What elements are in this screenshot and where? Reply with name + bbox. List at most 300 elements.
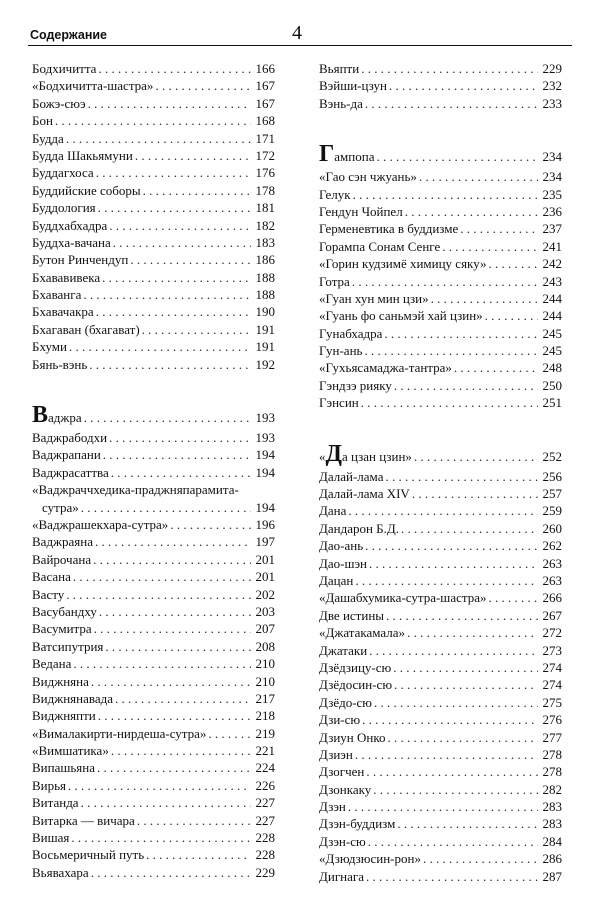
toc-entry <box>319 798 562 815</box>
leader-dots <box>81 794 251 811</box>
entry-page: 224 <box>255 760 275 776</box>
toc-entry <box>319 325 562 342</box>
leader-dots <box>373 781 538 798</box>
entry-title: Дзиэн <box>319 746 353 762</box>
entry-title: Дигнага <box>319 868 364 884</box>
letter-initial: Д <box>325 440 343 467</box>
toc-entry <box>32 777 275 794</box>
toc-entry <box>319 624 562 641</box>
toc-entry <box>319 203 562 220</box>
entry-page: 263 <box>542 572 562 588</box>
entry-page: 197 <box>255 534 275 550</box>
toc-entry <box>319 168 562 185</box>
entry-page: 234 <box>542 149 562 165</box>
entry-title: Васумитра <box>32 621 92 637</box>
toc-entry <box>319 659 562 676</box>
leader-dots <box>96 164 251 181</box>
entry-title: «Бодхичитта-шастра» <box>32 78 154 94</box>
entry-page: 229 <box>255 864 275 880</box>
entry-title: Вирья <box>32 777 67 793</box>
toc-entry <box>32 638 275 655</box>
toc-entry <box>32 234 275 251</box>
entry-title: Вэнь-да <box>319 95 363 111</box>
entry-page: 263 <box>542 555 562 571</box>
entry-title: «Горин кудзимё химицу сяку» <box>319 256 487 272</box>
entry-title: Буддха-вачана <box>32 234 111 250</box>
leader-dots <box>348 502 538 519</box>
toc-entry <box>32 182 275 199</box>
entry-title: Бхагаван (бхагават) <box>32 321 140 337</box>
entry-title: Буддийские соборы <box>32 182 141 198</box>
entry-page: 228 <box>255 847 275 863</box>
toc-entry <box>319 255 562 272</box>
entry-page: 188 <box>255 269 275 285</box>
entry-title: Ваджрабодхи <box>32 430 108 446</box>
entry-page: 267 <box>542 607 562 623</box>
entry-page: 244 <box>542 308 562 324</box>
leader-dots <box>364 342 538 359</box>
leader-dots <box>365 95 538 112</box>
entry-page: 266 <box>542 590 562 606</box>
leader-dots <box>55 112 251 129</box>
toc-entry <box>32 568 275 585</box>
entry-title: Джатаки <box>319 642 368 658</box>
entry-title: «Вимшатика» <box>32 743 109 759</box>
leader-dots <box>405 203 538 220</box>
leader-dots <box>81 499 251 516</box>
toc-entry <box>32 516 275 533</box>
entry-title: Вэйши-цзун <box>319 78 387 94</box>
leader-dots <box>113 234 251 251</box>
entry-page: 201 <box>255 551 275 567</box>
page-header <box>28 22 572 46</box>
entry-title: Вайрочана <box>32 551 92 567</box>
entry-page: 273 <box>542 642 562 658</box>
entry-page: 183 <box>255 234 275 250</box>
leader-dots <box>361 394 538 411</box>
entry-title: Дзонкаку <box>319 781 372 797</box>
toc-entry <box>32 402 275 429</box>
toc-entry <box>319 815 562 832</box>
leader-dots <box>102 269 251 286</box>
entry-title: аджра <box>48 410 82 426</box>
entry-page: 181 <box>255 200 275 216</box>
entry-page: 228 <box>255 830 275 846</box>
header-rule <box>28 45 572 46</box>
toc-entry <box>319 290 562 307</box>
leader-dots <box>414 446 538 468</box>
entry-page: 166 <box>255 61 275 76</box>
entry-page: 237 <box>542 221 562 237</box>
toc-entry <box>319 220 562 237</box>
toc-entry <box>32 199 275 216</box>
entry-page: 274 <box>542 659 562 675</box>
toc-entry <box>319 520 562 537</box>
entry-title: Гэнсин <box>319 395 359 411</box>
leader-dots <box>412 485 538 502</box>
toc-entry <box>319 77 562 94</box>
entry-page: 167 <box>255 95 275 111</box>
toc-entry <box>32 251 275 268</box>
toc-entry <box>32 551 275 568</box>
leader-dots <box>109 429 251 446</box>
leader-dots <box>489 255 538 272</box>
leader-dots <box>353 186 538 203</box>
entry-page: 262 <box>542 538 562 554</box>
toc-entry <box>319 342 562 359</box>
entry-page: 245 <box>542 325 562 341</box>
leader-dots <box>143 182 251 199</box>
toc-entry <box>319 868 562 885</box>
entry-title: Восьмеричный путь <box>32 847 145 863</box>
toc-entry <box>319 273 562 290</box>
entry-page: 218 <box>255 708 275 724</box>
toc-entry <box>319 781 562 798</box>
leader-dots <box>135 147 251 164</box>
entry-page: 272 <box>542 625 562 641</box>
entry-title: Витанда <box>32 795 79 811</box>
entry-title: Вишая <box>32 830 70 846</box>
entry-page: 210 <box>255 656 275 672</box>
entry-page: 257 <box>542 486 562 502</box>
toc-entry <box>319 537 562 554</box>
leader-dots <box>84 407 251 429</box>
entry-title: Дзёдзицу-сю <box>319 659 392 675</box>
entry-title: Дао-шэн <box>319 555 368 571</box>
leader-dots <box>170 516 251 533</box>
entry-title: Дзэн <box>319 799 346 815</box>
letter-initial: Г <box>319 141 335 168</box>
toc-entry <box>319 833 562 850</box>
toc-group-g <box>319 168 562 411</box>
toc-entry <box>32 864 275 881</box>
leader-dots <box>355 746 538 763</box>
toc-entry <box>32 464 275 481</box>
toc-entry <box>319 555 562 572</box>
entry-title: Буддагхоса <box>32 165 94 181</box>
entry-title: «Гуан хун мин цзи» <box>319 290 429 306</box>
entry-page: 234 <box>542 169 562 185</box>
entry-page: 229 <box>542 61 562 76</box>
toc-entry <box>319 502 562 519</box>
entry-title: Бхуми <box>32 339 67 355</box>
entry-page: 251 <box>542 395 562 411</box>
toc-entry <box>32 112 275 129</box>
entry-title: Буддология <box>32 200 96 216</box>
leader-dots <box>407 624 538 641</box>
toc-entry <box>319 238 562 255</box>
entry-title: Дзи-сю <box>319 712 361 728</box>
toc-entry <box>32 620 275 637</box>
toc-entry <box>32 269 275 286</box>
leader-dots <box>393 659 538 676</box>
leader-dots <box>460 220 538 237</box>
entry-title: Будда <box>32 130 64 146</box>
entry-title: Бхавачакра <box>32 304 94 320</box>
entry-title: Дана <box>319 503 347 519</box>
leader-dots <box>99 603 251 620</box>
toc-entry <box>32 130 275 147</box>
entry-title: Ватсипутрия <box>32 638 104 654</box>
entry-page: 276 <box>542 712 562 728</box>
entry-title: «Джатакамала» <box>319 625 406 641</box>
entry-title: Васту <box>32 586 65 602</box>
toc-entry <box>32 303 275 320</box>
leader-dots <box>137 812 251 829</box>
toc-entry <box>32 217 275 234</box>
entry-title: Далай-лама <box>319 468 384 484</box>
entry-title: Вьявахара <box>32 864 89 880</box>
leader-dots <box>384 325 538 342</box>
toc-entry <box>32 794 275 811</box>
leader-dots <box>66 130 251 147</box>
leader-dots <box>96 303 251 320</box>
entry-title: Бхаванга <box>32 287 82 303</box>
toc-group-v-end <box>319 60 562 112</box>
toc-entry <box>319 468 562 485</box>
toc-entry <box>319 607 562 624</box>
leader-dots <box>369 555 538 572</box>
leader-dots <box>365 537 538 554</box>
entry-page: 194 <box>255 447 275 463</box>
toc-entry <box>319 676 562 693</box>
toc-entry <box>32 812 275 829</box>
leader-dots <box>69 338 251 355</box>
entry-page: 256 <box>542 468 562 484</box>
toc-entry <box>32 690 275 707</box>
leader-dots <box>355 572 538 589</box>
toc-entry <box>32 77 275 94</box>
toc-entry <box>319 572 562 589</box>
entry-page: 182 <box>255 217 275 233</box>
leader-dots <box>88 95 251 112</box>
leader-dots <box>93 551 251 568</box>
leader-dots <box>376 146 538 168</box>
toc-entry <box>319 711 562 728</box>
entry-page: 217 <box>255 690 275 706</box>
entry-page: 208 <box>255 638 275 654</box>
entry-page: 284 <box>542 833 562 849</box>
leader-dots <box>419 168 538 185</box>
leader-dots <box>208 725 251 742</box>
toc-entry <box>32 533 275 550</box>
entry-page: 192 <box>255 356 275 372</box>
leader-dots <box>109 217 251 234</box>
entry-title: «Дзюдзюсин-рон» <box>319 851 421 867</box>
entry-page: 210 <box>255 673 275 689</box>
entry-page: 282 <box>542 781 562 797</box>
toc-entry <box>32 164 275 181</box>
entry-title: Гэндзэ рияку <box>319 377 392 393</box>
leader-dots <box>103 446 251 463</box>
leader-dots <box>362 711 538 728</box>
toc-entry <box>319 359 562 376</box>
entry-title: Бон <box>32 113 53 129</box>
entry-page: 172 <box>255 147 275 163</box>
toc-entry <box>319 394 562 411</box>
entry-page: 286 <box>542 851 562 867</box>
toc-entry <box>32 742 275 759</box>
leader-dots <box>361 60 538 77</box>
entry-page: 193 <box>255 410 275 426</box>
toc-entry <box>319 141 562 168</box>
entry-page: 191 <box>255 321 275 337</box>
toc-entry <box>319 440 562 468</box>
entry-title: Далай-лама XIV <box>319 486 410 502</box>
entry-page: 190 <box>255 304 275 320</box>
entry-page: 232 <box>542 78 562 94</box>
entry-title: Две истины <box>319 607 385 623</box>
toc-group-d <box>319 468 562 885</box>
section-gap <box>319 112 562 146</box>
leader-dots <box>98 707 251 724</box>
entry-page: 278 <box>542 746 562 762</box>
leader-dots <box>89 356 251 373</box>
entry-page: 226 <box>255 777 275 793</box>
leader-dots <box>394 676 538 693</box>
leader-dots <box>111 742 251 759</box>
entry-title: «Ваджрашекхара-сутра» <box>32 516 169 532</box>
letter-initial: В <box>32 402 49 429</box>
entry-page: 275 <box>542 694 562 710</box>
toc-entry <box>32 95 275 112</box>
toc-entry <box>319 485 562 502</box>
entry-title: Гун-ань <box>319 343 363 359</box>
leader-dots <box>423 850 538 867</box>
entry-page: 235 <box>542 186 562 202</box>
toc-column-left <box>32 60 275 881</box>
leader-dots <box>115 690 251 707</box>
entry-page: 278 <box>542 764 562 780</box>
entry-title: Герменевтика в буддизме <box>319 221 459 237</box>
section-title: Содержание <box>30 28 108 42</box>
entry-page: 203 <box>255 603 275 619</box>
entry-page: 241 <box>542 238 562 254</box>
entry-page: 219 <box>255 725 275 741</box>
entry-title: Витарка — вичара <box>32 812 135 828</box>
leader-dots <box>386 607 538 624</box>
entry-title: Бянь-вэнь <box>32 356 88 372</box>
toc-entry <box>32 60 275 77</box>
entry-title: Буддхабхадра <box>32 217 108 233</box>
entry-page: 194 <box>255 499 275 515</box>
leader-dots <box>97 759 251 776</box>
entry-page: 176 <box>255 165 275 181</box>
entry-page: 186 <box>255 252 275 268</box>
entry-page: 287 <box>542 868 562 884</box>
leader-dots <box>394 377 538 394</box>
entry-page: 233 <box>542 95 562 111</box>
entry-title: Дзиун Онко <box>319 729 386 745</box>
entry-title: Ваджрасаттва <box>32 464 109 480</box>
entry-title: ампопа <box>334 149 375 165</box>
toc-group-b <box>32 60 275 373</box>
leader-dots <box>348 798 538 815</box>
toc-entry <box>319 60 562 77</box>
leader-dots <box>431 290 538 307</box>
entry-page: 168 <box>255 113 275 129</box>
entry-page: 277 <box>542 729 562 745</box>
entry-title: Дандарон Б.Д. <box>319 520 400 536</box>
leader-dots <box>368 833 538 850</box>
leader-dots <box>130 251 251 268</box>
leader-dots <box>442 238 538 255</box>
entry-title: Виджняна <box>32 673 89 689</box>
toc-entry <box>319 729 562 746</box>
leader-dots <box>385 468 538 485</box>
toc-entry <box>32 603 275 620</box>
toc-entry <box>319 307 562 324</box>
entry-title-quote: « <box>319 448 326 464</box>
entry-title: Бхававивека <box>32 269 101 285</box>
toc-entry <box>32 338 275 355</box>
leader-dots <box>73 655 251 672</box>
leader-dots <box>374 694 538 711</box>
entry-title: «Гухьясамаджа-тантра» <box>319 360 452 376</box>
entry-page: 196 <box>255 516 275 532</box>
entry-title: «Ваджраччхедика-праджняпарамита- <box>32 482 239 498</box>
entry-title: «Гуань фо саньмэй хай цзин» <box>319 308 483 324</box>
entry-title: Дзёдо-сю <box>319 694 373 710</box>
entry-page: 250 <box>542 377 562 393</box>
leader-dots <box>366 868 538 885</box>
entry-title: Гелук <box>319 186 351 202</box>
entry-page: 188 <box>255 287 275 303</box>
toc-group-v <box>32 429 275 481</box>
leader-dots <box>83 286 251 303</box>
toc-entry <box>319 850 562 867</box>
entry-title: Дао-ань <box>319 538 364 554</box>
entry-page: 221 <box>255 743 275 759</box>
entry-title: Дацан <box>319 572 354 588</box>
entry-title: Дзогчен <box>319 764 365 780</box>
entry-page: 227 <box>255 795 275 811</box>
entry-page: 227 <box>255 812 275 828</box>
entry-title: Вьяпти <box>319 61 360 76</box>
section-gap <box>32 373 275 407</box>
leader-dots <box>98 199 251 216</box>
entry-page: 191 <box>255 339 275 355</box>
toc-group-v-continued <box>32 516 275 881</box>
leader-dots <box>98 60 251 77</box>
toc-entry <box>319 186 562 203</box>
entry-page: 202 <box>255 586 275 602</box>
entry-title-continued: сутра» <box>42 499 79 515</box>
leader-dots <box>105 638 251 655</box>
entry-title: «Вималакирти-нирдеша-сутра» <box>32 725 207 741</box>
toc-entry <box>32 707 275 724</box>
leader-dots <box>142 321 251 338</box>
leader-dots <box>68 777 251 794</box>
entry-page: 248 <box>542 360 562 376</box>
entry-title: Ваджрапани <box>32 447 101 463</box>
entry-title: Випашьяна <box>32 760 96 776</box>
page-number: 4 <box>292 22 302 44</box>
entry-title: Ведана <box>32 656 72 672</box>
entry-page: 178 <box>255 182 275 198</box>
entry-page: 274 <box>542 677 562 693</box>
entry-title: а цзан цзин» <box>342 448 412 464</box>
entry-page: 260 <box>542 520 562 536</box>
toc-entry <box>32 586 275 603</box>
entry-page: 244 <box>542 290 562 306</box>
toc-entry <box>32 846 275 863</box>
toc-entry <box>32 356 275 373</box>
entry-page: 207 <box>255 621 275 637</box>
entry-title: Горампа Сонам Сенге <box>319 238 441 254</box>
leader-dots <box>146 846 251 863</box>
toc-column-right <box>319 60 562 885</box>
